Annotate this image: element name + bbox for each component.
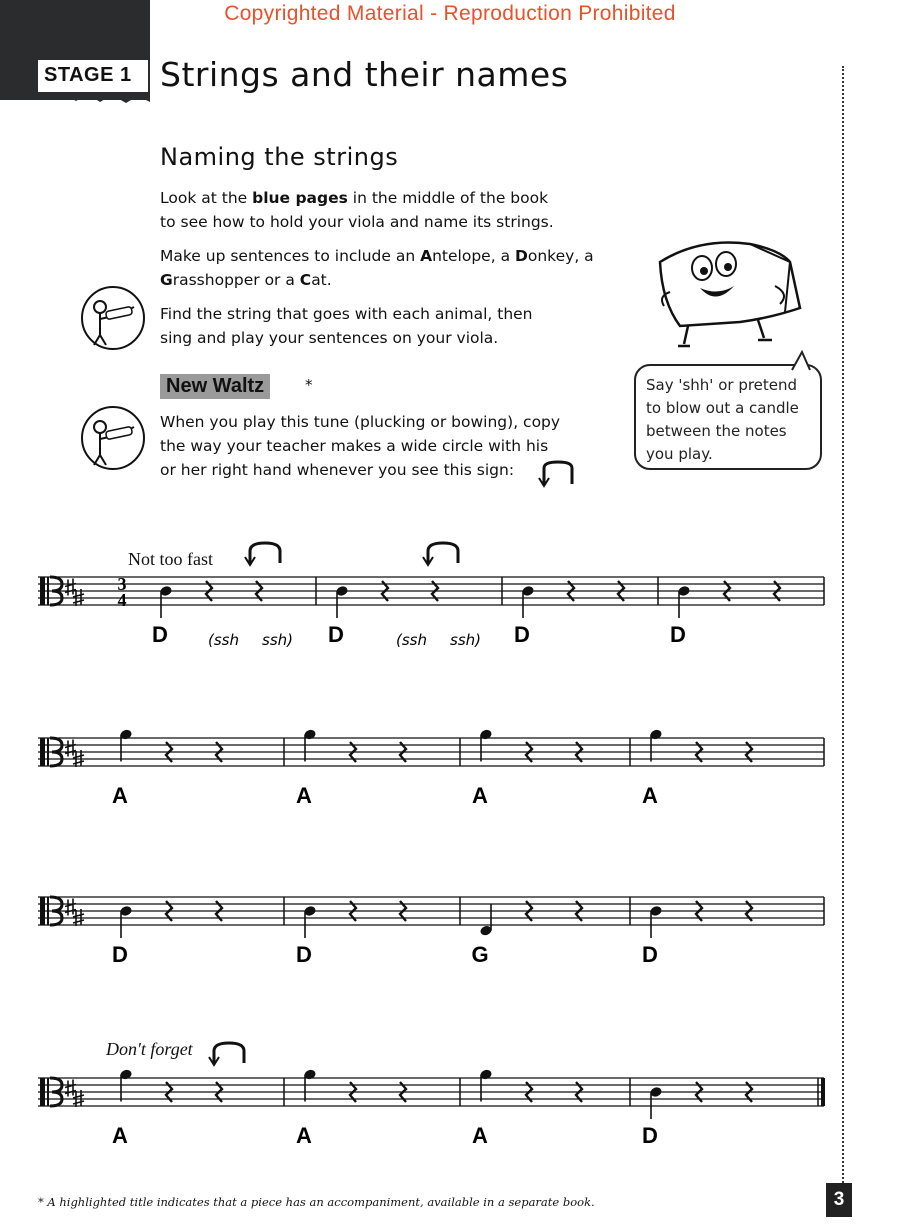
para2-bold-d: D bbox=[515, 247, 528, 265]
note-letter: D bbox=[328, 622, 344, 647]
note-letter: A bbox=[472, 1123, 488, 1148]
time-signature-top: 3 bbox=[117, 574, 127, 594]
para3-line1: Find the string that goes with each animal, then bbox=[160, 305, 533, 323]
note-letter: D bbox=[112, 942, 128, 967]
bubble-line: between the notes bbox=[646, 422, 787, 440]
tempo-marking: Not too fast bbox=[128, 549, 213, 569]
accompaniment-star: * bbox=[305, 376, 313, 394]
copyright-notice: Copyrighted Material - Reproduction Prohibited bbox=[224, 2, 676, 25]
note-letter: D bbox=[670, 622, 686, 647]
stage-label: STAGE 1 bbox=[44, 64, 132, 86]
para1-text-end: in the middle of the book bbox=[347, 189, 549, 207]
reminder-marking: Don't forget bbox=[106, 1039, 193, 1059]
ssh-label: (ssh bbox=[208, 631, 239, 649]
para4-line1: When you play this tune (plucking or bowing), copy bbox=[160, 413, 561, 431]
sharp-sign bbox=[65, 1080, 76, 1097]
para2-text: onkey, a bbox=[527, 247, 594, 265]
para2-bold-g: G bbox=[160, 271, 173, 289]
para3-line2: sing and play your sentences on your viola. bbox=[160, 329, 499, 347]
piece-title: New Waltz bbox=[160, 374, 270, 399]
circle-bow-sign bbox=[209, 1043, 244, 1065]
para2-text: at. bbox=[311, 271, 332, 289]
footnote: * A highlighted title indicates that a piece has an accompaniment, available in a separate book. bbox=[38, 1195, 595, 1209]
para1-line2: to see how to hold your viola and name its strings. bbox=[160, 213, 554, 231]
note-letter: D bbox=[152, 622, 168, 647]
time-signature-bottom: 4 bbox=[117, 590, 127, 610]
para4-line3: or her right hand whenever you see this sign: bbox=[160, 461, 515, 479]
note-letter: A bbox=[296, 1123, 312, 1148]
final-barline-thick bbox=[821, 1078, 825, 1106]
section-title: Naming the strings bbox=[160, 143, 399, 171]
para1-bold: blue pages bbox=[252, 189, 348, 207]
page-title: Strings and their names bbox=[160, 55, 569, 94]
note-letter: D bbox=[642, 942, 658, 967]
para2-text: Make up sentences to include an bbox=[160, 247, 421, 265]
para2-text: ntelope, a bbox=[432, 247, 515, 265]
note-letter: A bbox=[642, 783, 658, 808]
note-letter: D bbox=[642, 1123, 658, 1148]
para2-bold-a: A bbox=[420, 247, 433, 265]
note-letter: D bbox=[514, 622, 530, 647]
ssh-label: ssh) bbox=[262, 631, 293, 649]
para2-text: rasshopper or a bbox=[172, 271, 300, 289]
note-letter: G bbox=[471, 942, 489, 967]
page-number: 3 bbox=[826, 1183, 852, 1217]
note-letter: D bbox=[296, 942, 312, 967]
note-letter: A bbox=[472, 783, 488, 808]
para4-line2: the way your teacher makes a wide circle with his bbox=[160, 437, 549, 455]
bubble-line: to blow out a candle bbox=[646, 399, 799, 417]
note-letter: A bbox=[112, 783, 128, 808]
para2-bold-c: C bbox=[299, 271, 312, 289]
note-letter: A bbox=[296, 783, 312, 808]
para1-text: Look at the bbox=[160, 189, 253, 207]
bubble-line: you play. bbox=[646, 445, 713, 463]
bubble-line: Say 'shh' or pretend bbox=[646, 376, 798, 394]
ssh-label: ssh) bbox=[450, 631, 481, 649]
note-letter: A bbox=[112, 1123, 128, 1148]
ssh-label: (ssh bbox=[396, 631, 427, 649]
